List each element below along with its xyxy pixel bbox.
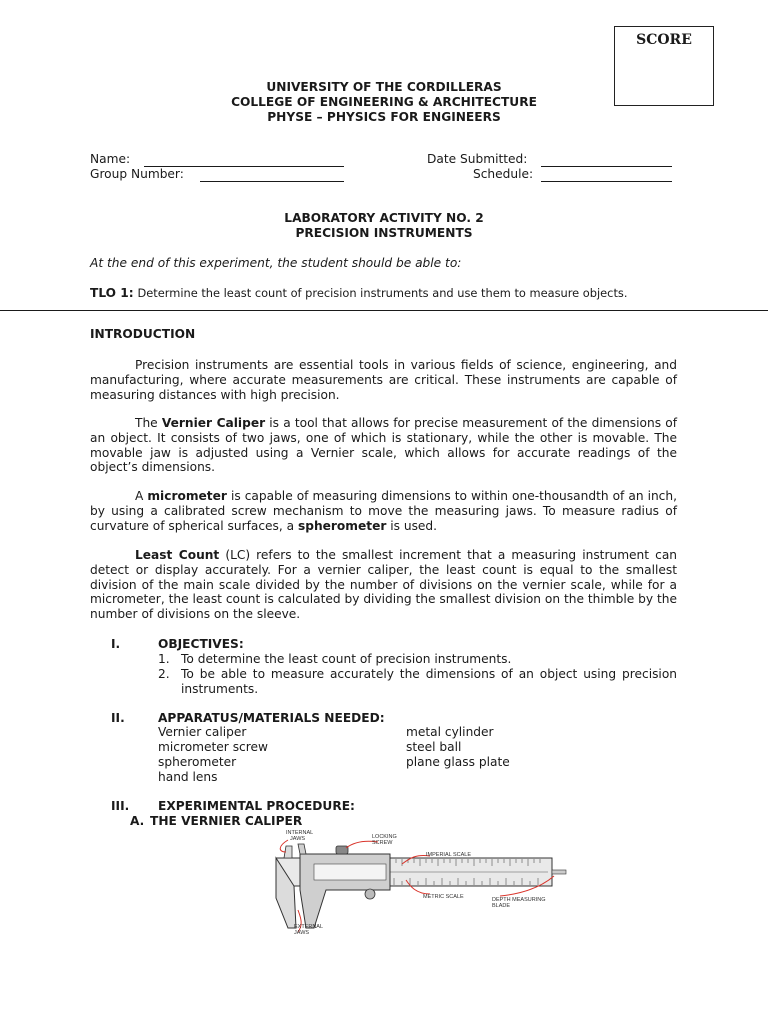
intro-paragraph-2 [90,416,677,475]
depth-measuring-blade [552,870,566,874]
procedure-heading: EXPERIMENTAL PROCEDURE: [158,799,355,813]
p4-post: (LC) refers to the smallest increment that a measuring instrument can detect or display accurately. For a vernier caliper, the least count is equal to the smallest division of the main scale divided by the number of divisions on the vernier scale, while for a micrometer, the least count is calculated by dividing the smallest division on the thimble by the number of divisions on the sleeve. [90,548,678,622]
objectives-heading: OBJECTIVES: [158,637,244,651]
apparatus-item: metal cylinder [406,725,494,739]
apparatus-column-2 [406,725,510,770]
objectives-numeral: I. [111,637,121,651]
p3-mid: is capable of measuring dimensions to within one-thousandth of an inch, by using a calibrated screw mechanism to move the measuring jaws. To measure radius of curvature of spherical surfaces, a [90,489,677,533]
intro-paragraph-1-text: Precision instruments are essential tools in various fields of science, engineering, and manufacturing, where accurate measurements are critical. These instruments are capable of measuring distances with high precision. [90,358,677,402]
objective-1-text: To determine the least count of precision instruments. [181,652,512,666]
activity-number: LABORATORY ACTIVITY NO. 2 [284,211,484,225]
p2-pre: The [135,416,162,430]
date-submitted-label: Date Submitted: [427,152,528,166]
schedule-field[interactable] [541,181,672,182]
sliding-internal-jaw [298,844,306,854]
tlo-statement [90,286,627,300]
thumb-roller [365,889,375,899]
vernier-window [314,864,386,880]
objective-1-num: 1. [158,652,170,666]
imperial-scale-label: IMPERIAL SCALE [426,852,472,858]
section-divider [0,310,768,311]
course-name: PHYSE – PHYSICS FOR ENGINEERS [267,110,501,124]
locking-screw-label: LOCKING SCREW [372,834,397,846]
micrometer-term: micrometer [147,489,227,503]
objective-2-num: 2. [158,667,170,681]
group-number-label: Group Number: [90,167,184,181]
activity-title: PRECISION INSTRUMENTS [295,226,473,240]
apparatus-heading: APPARATUS/MATERIALS NEEDED: [158,711,385,725]
p2-post: is a tool that allows for precise measurement of the dimensions of an object. It consists of two jaws, one of which is stationary, while the other is movable. The movable jaw is adjusted using a Vernier scale, which allows for accurate readings of the object’s dimensions. [90,416,677,475]
procedure-numeral: III. [111,799,130,813]
least-count-term: Least Count [135,548,220,562]
university-name: UNIVERSITY OF THE CORDILLERAS [266,80,502,94]
procedure-sub-heading: THE VERNIER CALIPER [150,814,303,828]
apparatus-item: plane glass plate [406,755,510,769]
score-label: SCORE [636,32,692,48]
p3-post: is used. [386,518,438,533]
tlo-label: TLO 1: [90,286,134,300]
objective-2-text: To be able to measure accurately the dimensions of an object using precision instruments. [181,667,677,696]
apparatus-item: micrometer screw [158,740,268,754]
name-label: Name: [90,152,131,166]
schedule-label: Schedule: [473,167,534,181]
group-number-field[interactable] [200,181,344,182]
intro-paragraph-4 [90,548,677,622]
apparatus-column-1 [158,725,268,785]
intro-paragraph-3 [90,489,677,533]
vernier-caliper-term: Vernier Caliper [161,416,266,430]
locking-screw [336,846,348,854]
vernier-caliper-diagram [270,828,570,940]
outcomes-intro: At the end of this experiment, the student should be able to: [90,256,462,270]
apparatus-item: Vernier caliper [158,725,247,739]
depth-measuring-blade-label: DEPTH MEASURING BLADE [492,897,546,909]
score-box [614,26,714,106]
internal-jaws-label: INTERNAL JAWS [286,830,313,842]
apparatus-item: steel ball [406,740,462,754]
external-jaws-label: EXTERNAL JAWS [294,924,323,936]
tlo-text: Determine the least count of precision instruments and use them to measure objects. [137,286,628,300]
metric-scale-label: METRIC SCALE [423,894,464,900]
procedure-sub-letter: A. [130,814,145,828]
p3-pre: A [135,489,148,503]
spherometer-term: spherometer [297,518,387,533]
apparatus-item: spherometer [158,755,237,769]
apparatus-numeral: II. [111,711,125,725]
apparatus-item: hand lens [158,770,218,784]
date-submitted-field[interactable] [541,166,672,167]
introduction-heading: INTRODUCTION [90,327,196,341]
college-name: COLLEGE OF ENGINEERING & ARCHITECTURE [231,95,537,109]
intro-paragraph-1 [90,358,677,402]
